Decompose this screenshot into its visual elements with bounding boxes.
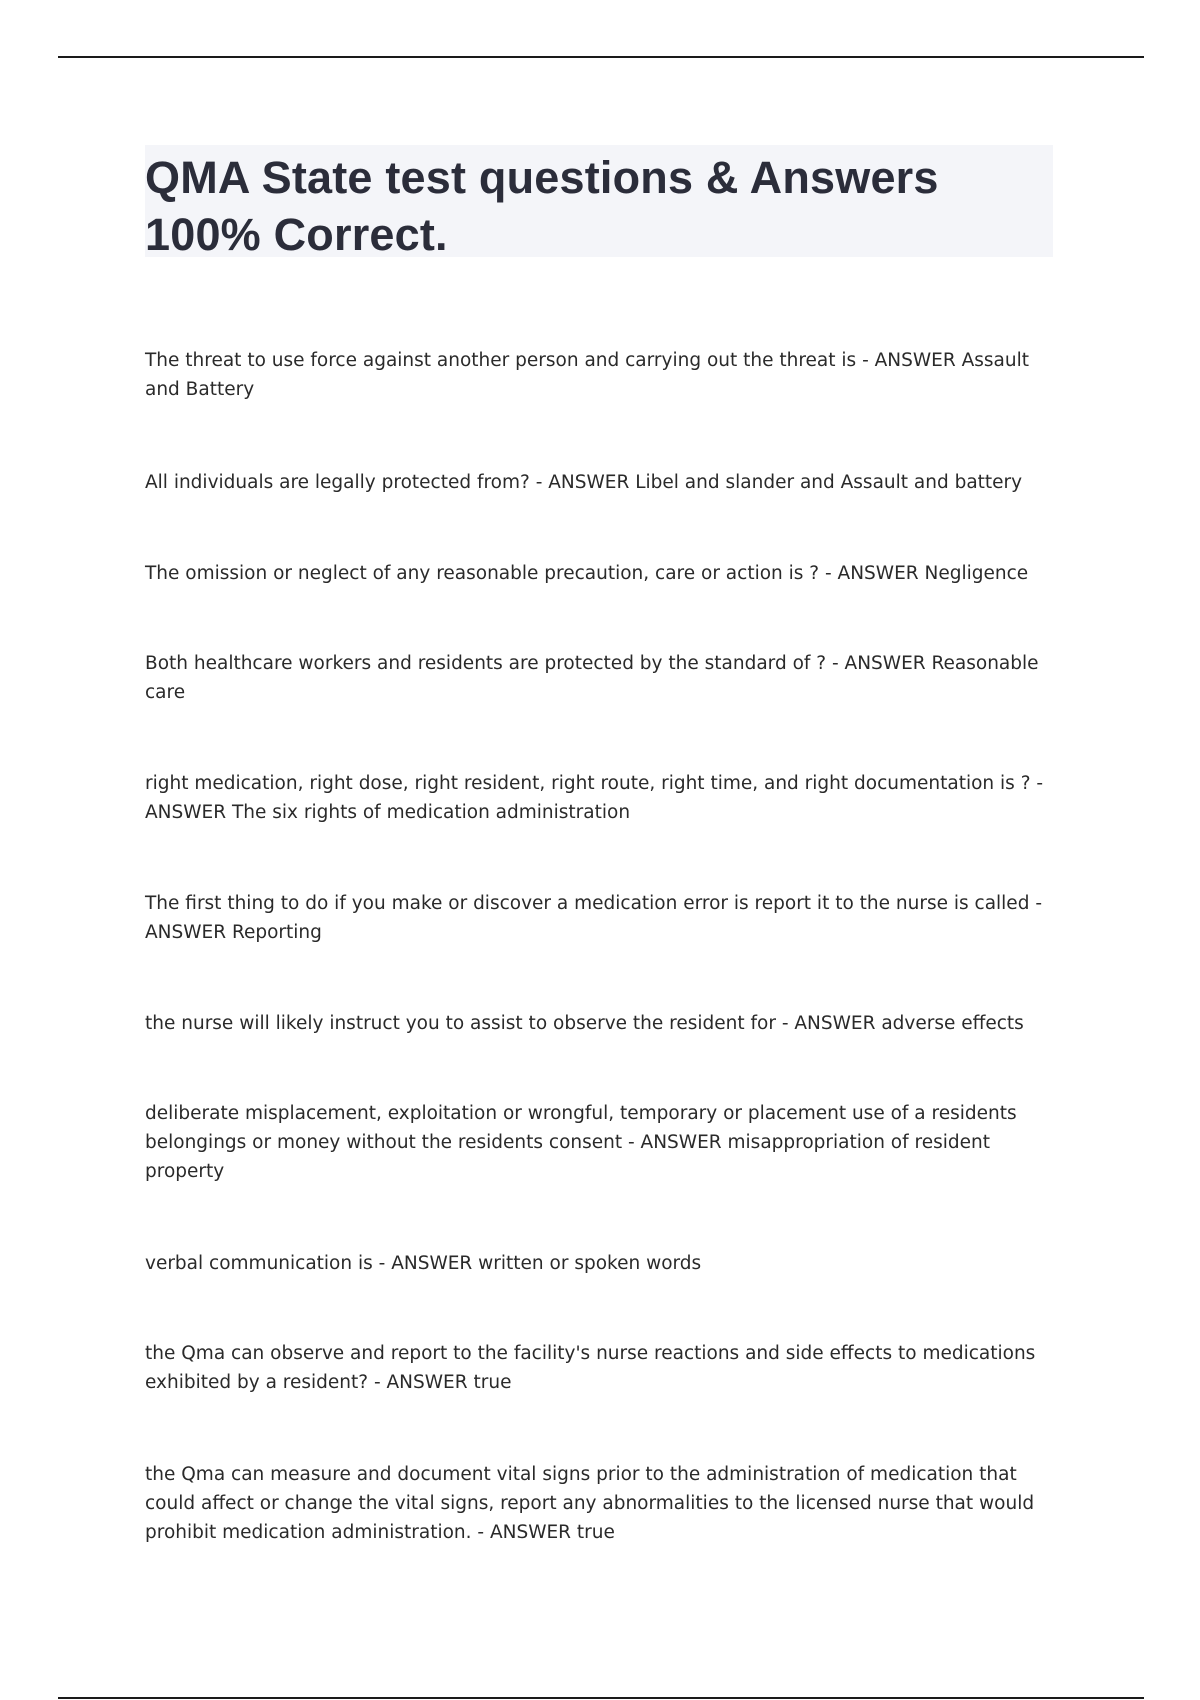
title-line-1: QMA State test questions & Answers xyxy=(145,152,939,203)
qa-answer: misappropriation of resident property xyxy=(145,1132,990,1182)
qa-question: The threat to use force against another person and carrying out the threat is xyxy=(145,350,857,371)
answer-marker: - ANSWER xyxy=(145,893,1042,943)
qa-item xyxy=(145,649,1045,707)
top-rule xyxy=(58,56,1144,58)
answer-marker: - ANSWER xyxy=(471,1522,577,1543)
qa-question: the Qma can measure and document vital signs prior to the administration of medication that could affect or change the vital signs, report any abnormalities to the licensed nurse that would prohibit medication administration. xyxy=(145,1464,1035,1543)
qa-question: the nurse will likely instruct you to assist to observe the resident for xyxy=(145,1013,776,1034)
qa-question: deliberate misplacement, exploitation or wrongful, temporary or placement use of a residents belongings or money without the residents consent xyxy=(145,1103,1017,1153)
answer-marker: - ANSWER xyxy=(856,350,962,371)
qa-answer: Assault and Battery xyxy=(145,350,1029,400)
qa-item xyxy=(145,468,1045,497)
qa-answer: The six rights of medication administration xyxy=(231,802,631,823)
bottom-rule xyxy=(58,1697,1144,1699)
qa-answer: Negligence xyxy=(924,563,1029,584)
qa-answer: adverse effects xyxy=(881,1013,1024,1034)
answer-marker: - ANSWER xyxy=(775,1013,882,1034)
qa-item xyxy=(145,346,1045,404)
answer-marker: - ANSWER xyxy=(372,1253,479,1274)
title-block xyxy=(145,145,1053,260)
qa-answer: Libel and slander and Assault and battery xyxy=(635,472,1023,493)
qa-answer: true xyxy=(473,1372,512,1393)
qa-item xyxy=(145,559,1045,588)
qa-item xyxy=(145,1009,1045,1038)
answer-marker: - ANSWER xyxy=(622,1132,728,1153)
qa-question: The first thing to do if you make or discover a medication error is report it to the nurse is called xyxy=(145,893,1030,914)
qa-item xyxy=(145,1339,1045,1397)
qa-answer: written or spoken words xyxy=(478,1253,702,1274)
page-title xyxy=(145,145,1053,263)
qa-answer: true xyxy=(576,1522,615,1543)
qa-item xyxy=(145,889,1045,947)
qa-answer: Reporting xyxy=(231,922,322,943)
answer-marker: - ANSWER xyxy=(368,1372,474,1393)
answer-marker: - ANSWER xyxy=(145,773,1044,823)
qa-item xyxy=(145,1099,1045,1186)
qa-question: right medication, right dose, right resident, right route, right time, and right documentation is ? xyxy=(145,773,1031,794)
answer-marker: - ANSWER xyxy=(529,472,636,493)
qa-answer: Reasonable care xyxy=(145,653,1039,703)
answer-marker: - ANSWER xyxy=(826,653,932,674)
qa-question: verbal communication is xyxy=(145,1253,373,1274)
qa-question: The omission or neglect of any reasonable precaution, care or action is ? xyxy=(145,563,820,584)
title-line-2: 100% Correct. xyxy=(145,209,448,260)
qa-question: Both healthcare workers and residents are protected by the standard of ? xyxy=(145,653,827,674)
qa-question: All individuals are legally protected from? xyxy=(145,472,530,493)
qa-question: the Qma can observe and report to the facility's nurse reactions and side effects to medications exhibited by a resident? xyxy=(145,1343,1036,1393)
answer-marker: - ANSWER xyxy=(819,563,925,584)
qa-item xyxy=(145,1460,1045,1547)
qa-item xyxy=(145,1249,1045,1278)
qa-item xyxy=(145,769,1045,827)
